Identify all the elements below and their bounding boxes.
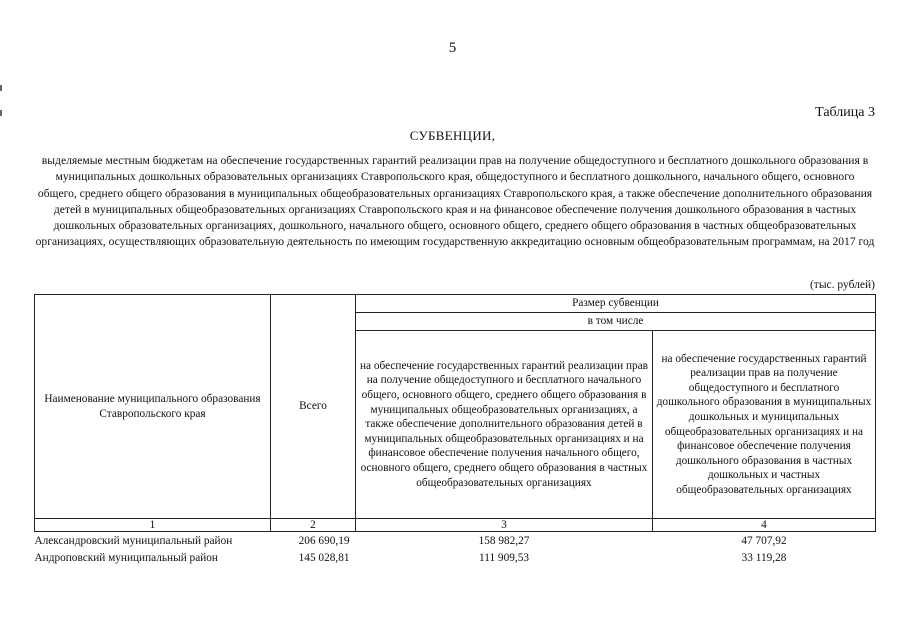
- header-subsidy-size: Размер субвенции: [356, 295, 876, 313]
- unit-note: (тыс. рублей): [809, 279, 875, 291]
- column-number: 2: [271, 519, 356, 532]
- table-row: [35, 532, 876, 550]
- total-value: 145 028,81: [298, 551, 350, 564]
- general-education-value: 111 909,53: [479, 551, 529, 564]
- table-label: Таблица 3: [815, 105, 875, 120]
- header-municipality: Наименование муниципального образования Ставропольского края: [35, 295, 271, 519]
- column-number: 4: [653, 519, 876, 532]
- document-description: выделяемые местным бюджетам на обеспечение государственных гарантий реализации прав на получение общедоступного и бесплатного дошкольного образования в муниципальных дошкольных образовательных организациях Ставропольского края, общедоступного и бесплатного дошкольного, начального общего, основного общего, среднего общего образования в муниципальных общеобразовательных организациях Ставропольского края, а также обеспечение дополнительного образования детей в муниципальных общеобразовательных организациях Ставропольского края и на финансовое обеспечение получения дошкольного образования в частных дошкольных образовательных организациях, дошкольного, начального общего, основного общего, среднего общего образования в частных общеобразовательных организациях, осуществляющих образовательную деятельность по имеющим государственную аккредитацию основным общеобразовательным программам, на 2017 год: [35, 154, 875, 249]
- scan-mark: [0, 110, 2, 116]
- header-general-education: на обеспечение государственных гарантий реализации прав на получение общедоступного и бесплатного начального общего, основного общего, среднего общего образования в муниципальных общеобразовательных организациях, а также обеспечение дополнительного образования детей в муниципальных общеобразовательных организациях и на финансовое обеспечение получения начального общего, основного общего, среднего общего образования в частных общеобразовательных организациях: [356, 331, 653, 519]
- general-education-value: 158 982,27: [478, 534, 530, 547]
- municipality-name: Андроповский муниципальный район: [34, 551, 218, 564]
- header-including: в том числе: [356, 313, 876, 331]
- page-number: 5: [448, 40, 457, 56]
- preschool-education-value: 33 119,28: [741, 551, 787, 564]
- column-number: 3: [356, 519, 653, 532]
- preschool-education-value: 47 707,92: [741, 534, 787, 547]
- document-title: СУБВЕНЦИИ,: [409, 128, 496, 143]
- municipality-name: Александровский муниципальный район: [34, 534, 233, 547]
- column-number: 1: [35, 519, 271, 532]
- total-value: 206 690,19: [298, 534, 350, 547]
- subsidy-table: [34, 294, 876, 566]
- header-preschool-education: на обеспечение государственных гарантий реализации прав на получение общедоступного и бесплатного дошкольного образования в муниципальных дошкольных и муниципальных общеобразовательных организациях и на финансовое обеспечение получения дошкольного образования в частных дошкольных и частных общеобразовательных организациях: [653, 331, 876, 519]
- header-total: Всего: [271, 295, 356, 519]
- scan-mark: [0, 85, 2, 91]
- table-row: [35, 549, 876, 566]
